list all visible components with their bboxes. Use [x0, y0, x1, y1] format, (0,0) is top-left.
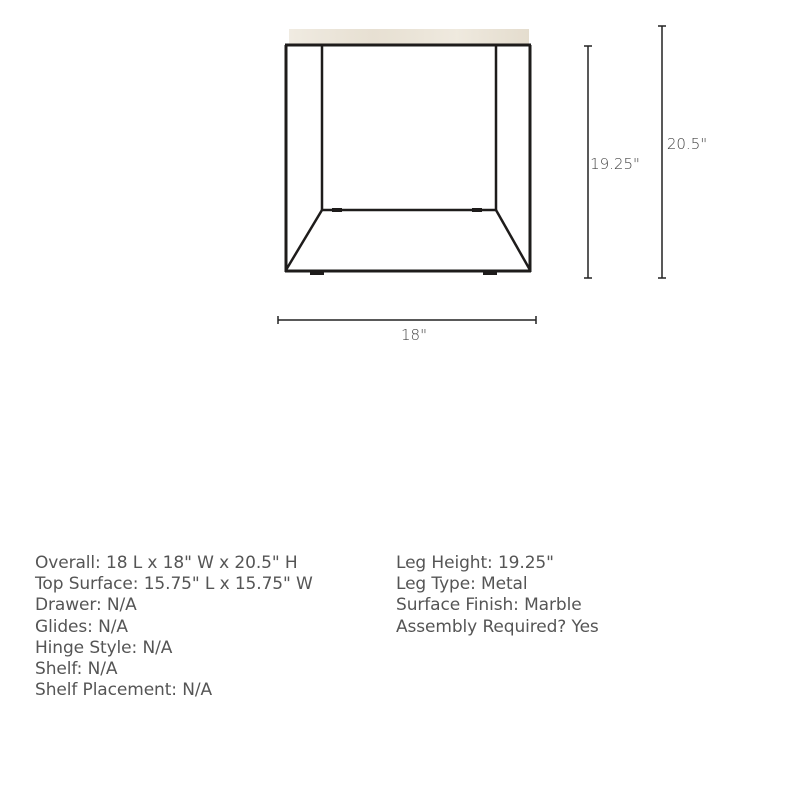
- width-dimension-line: [278, 316, 536, 324]
- spec-shelf-placement: Shelf Placement: N/A: [35, 680, 213, 701]
- specs-left-column: [35, 553, 375, 701]
- spec-top-surface: Top Surface: 15.75" L x 15.75" W: [35, 574, 313, 595]
- spec-leg-height: Leg Height: 19.25": [396, 553, 554, 573]
- spec-hinge-style: Hinge Style: N/A: [35, 637, 173, 658]
- spec-overall: Overall: 18 L x 18" W x 20.5" H: [35, 553, 298, 573]
- width-dimension-label: 18": [401, 326, 427, 344]
- overall-height-dimension-line: [658, 26, 666, 278]
- spec-surface-finish: Surface Finish: Marble: [396, 595, 582, 616]
- spec-glides: Glides: N/A: [35, 616, 128, 637]
- spec-drawer: Drawer: N/A: [35, 595, 137, 616]
- marble-top: [289, 29, 529, 44]
- specs-right-column: [396, 553, 736, 638]
- spec-leg-type: Leg Type: Metal: [396, 574, 528, 595]
- foot-glides: [310, 208, 497, 275]
- leg-height-dimension-label: 19.25": [590, 155, 640, 173]
- spec-assembly-required: Assembly Required? Yes: [396, 616, 599, 637]
- product-dimension-drawing: [0, 0, 800, 360]
- table-frame: [285, 45, 531, 272]
- overall-height-dimension-label: 20.5": [666, 135, 708, 153]
- spec-shelf: Shelf: N/A: [35, 659, 118, 680]
